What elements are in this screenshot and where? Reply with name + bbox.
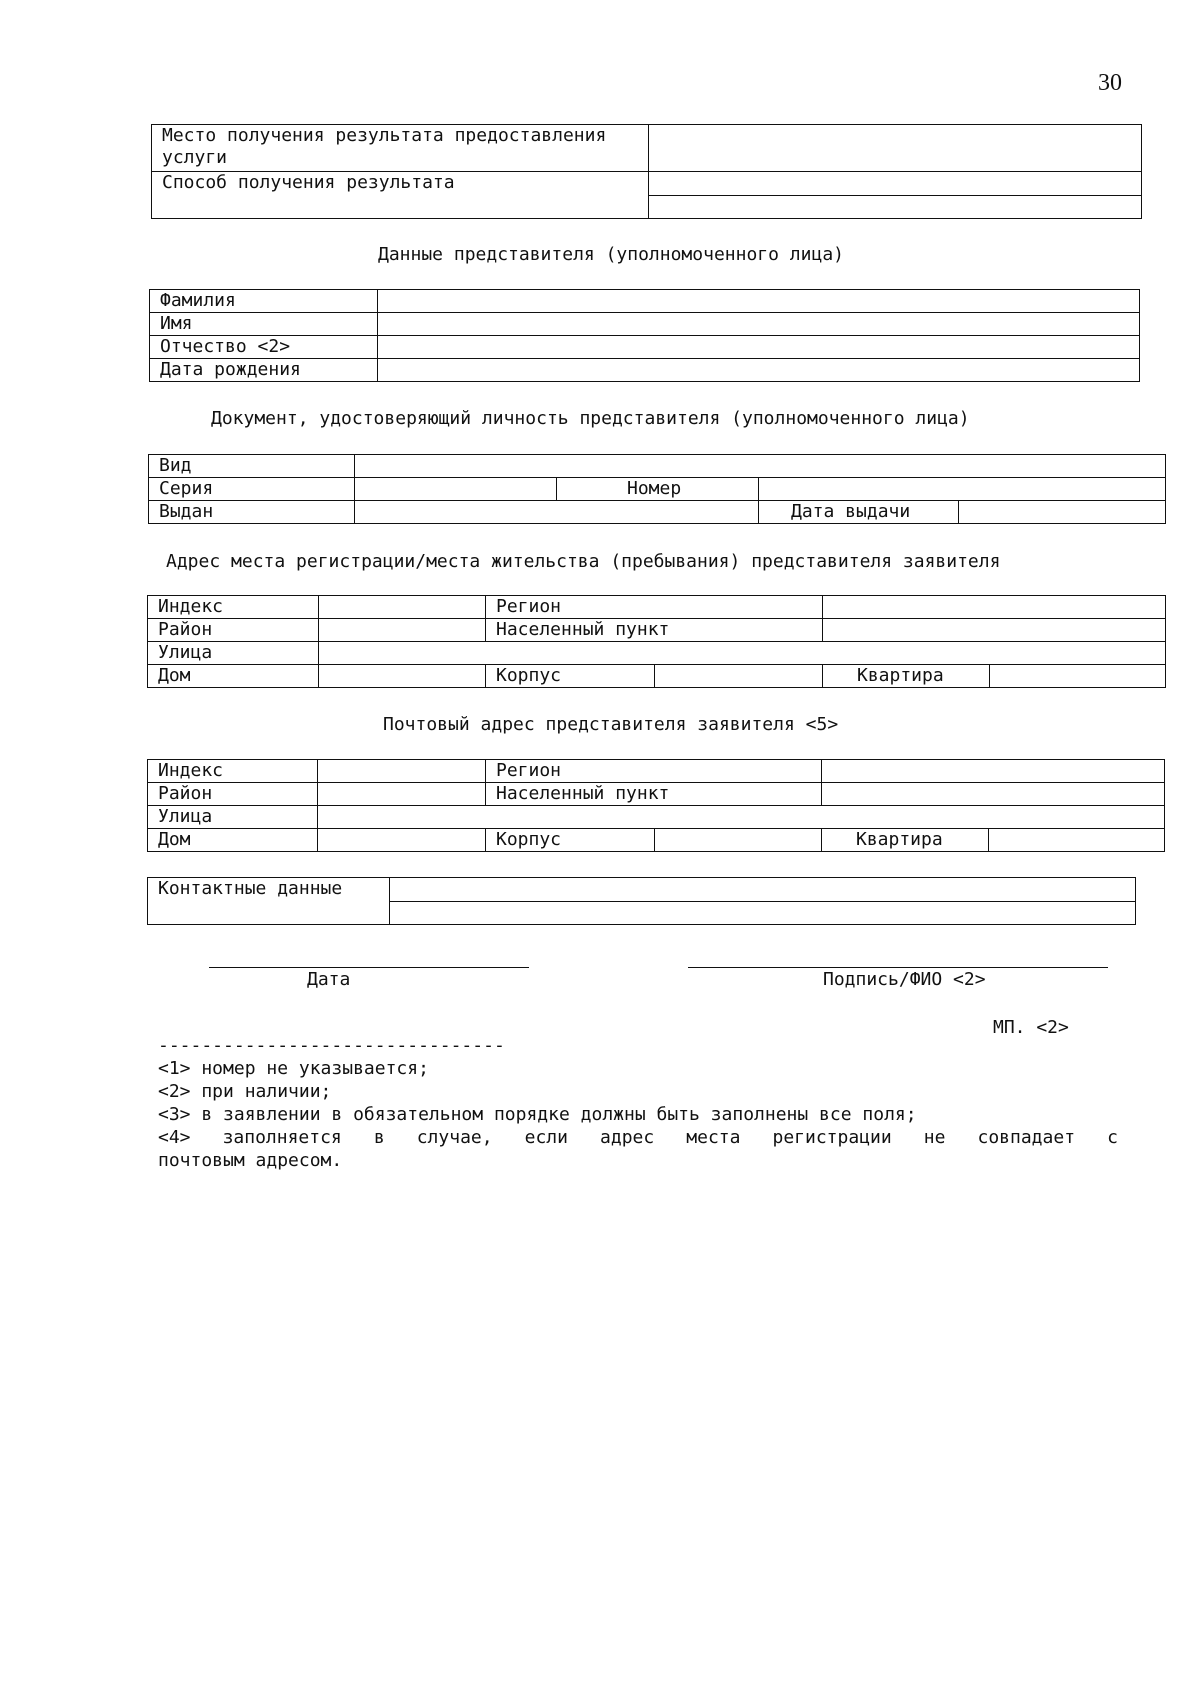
contacts-field-2[interactable] [390,901,1136,925]
reg-locality-field[interactable] [823,619,1166,642]
surname-label: Фамилия [150,290,378,313]
result-table [151,124,1142,219]
signature-label: Подпись/ФИО <2> [823,969,986,990]
postal-building-field[interactable] [655,829,822,852]
footnote-4-word: случае, [416,1127,493,1148]
reg-district-label: Район [148,619,319,642]
doc-number-label: Номер [557,478,759,501]
footnote-4-word: не [923,1127,946,1148]
footnote-4-word: адрес [600,1127,655,1148]
reg-index-label: Индекс [148,596,319,619]
contacts-field-1[interactable] [390,878,1136,902]
reg-address-heading: Адрес места регистрации/места жительства (пребывания) представителя заявителя [166,551,1001,572]
footnote-4-word: места [686,1127,741,1148]
footnote-4-word: если [524,1127,568,1148]
reg-apartment-label: Квартира [823,665,990,688]
footnote-4-word: с [1107,1127,1118,1148]
reg-street-label: Улица [148,642,319,665]
contacts-table [147,877,1136,925]
postal-index-field[interactable] [318,760,486,783]
reg-region-field[interactable] [823,596,1166,619]
postal-index-label: Индекс [148,760,318,783]
signature-line[interactable] [688,967,1108,968]
footnotes [158,1034,1118,1172]
reg-region-label: Регион [486,596,823,619]
patronymic-label: Отчество <2> [150,336,378,359]
reg-street-field[interactable] [319,642,1166,665]
reg-house-field[interactable] [319,665,486,688]
doc-type-label: Вид [149,455,355,478]
result-method-field-2[interactable] [649,195,1142,219]
doc-series-label: Серия [149,478,355,501]
birth-date-label: Дата рождения [150,359,378,382]
contacts-label: Контактные данные [148,878,390,925]
doc-type-field[interactable] [355,455,1166,478]
footnote-4-word: регистрации [772,1127,892,1148]
footnote-2: <2> при наличии; [158,1081,332,1102]
reg-district-field[interactable] [319,619,486,642]
postal-region-field[interactable] [822,760,1165,783]
doc-issue-date-field[interactable] [959,501,1166,524]
postal-house-field[interactable] [318,829,486,852]
rep-doc-table [148,454,1166,524]
result-method-label: Способ получения результата [152,172,649,219]
postal-region-label: Регион [486,760,822,783]
doc-issue-date-label: Дата выдачи [759,501,959,524]
footnote-4-word: в [373,1127,385,1148]
reg-locality-label: Населенный пункт [486,619,823,642]
doc-issued-label: Выдан [149,501,355,524]
result-place-label: Место получения результата предоставления услуги [152,125,649,172]
postal-address-heading: Почтовый адрес представителя заявителя <5> [383,714,839,735]
doc-issued-field[interactable] [355,501,759,524]
reg-building-label: Корпус [486,665,655,688]
stamp-label: МП. <2> [993,1017,1069,1038]
result-method-field-1[interactable] [649,172,1142,196]
date-line[interactable] [209,967,529,968]
postal-apartment-label: Квартира [822,829,989,852]
surname-field[interactable] [378,290,1140,313]
postal-district-field[interactable] [318,783,486,806]
reg-house-label: Дом [148,665,319,688]
rep-doc-heading: Документ, удостоверяющий личность представителя (уполномоченного лица) [211,408,970,429]
footnote-1: <1> номер не указывается; [158,1058,429,1079]
reg-index-field[interactable] [319,596,486,619]
name-label: Имя [150,313,378,336]
reg-apartment-field[interactable] [990,665,1166,688]
footnote-3: <3> в заявлении в обязательном порядке должны быть заполнены все поля; [158,1104,917,1125]
postal-street-field[interactable] [318,806,1165,829]
postal-locality-label: Населенный пункт [486,783,822,806]
reg-building-field[interactable] [655,665,823,688]
footnote-4-word: совпадает [977,1127,1076,1148]
page-number: 30 [1098,70,1122,96]
footnote-4 [158,1126,1118,1149]
footnote-4-word: <4> [158,1127,191,1148]
footnote-4-line-2: почтовым адресом. [158,1150,343,1171]
rep-data-heading: Данные представителя (уполномоченного лица) [378,244,844,265]
birth-date-field[interactable] [378,359,1140,382]
result-place-field[interactable] [649,125,1142,172]
footnote-separator: -------------------------------- [158,1035,505,1056]
postal-locality-field[interactable] [822,783,1165,806]
postal-house-label: Дом [148,829,318,852]
name-field[interactable] [378,313,1140,336]
postal-street-label: Улица [148,806,318,829]
postal-building-label: Корпус [486,829,655,852]
postal-apartment-field[interactable] [989,829,1165,852]
footnote-4-word: заполняется [222,1127,342,1148]
doc-number-field[interactable] [759,478,1166,501]
date-label: Дата [307,969,351,990]
reg-address-table [147,595,1166,688]
postal-address-table [147,759,1165,852]
patronymic-field[interactable] [378,336,1140,359]
postal-district-label: Район [148,783,318,806]
rep-data-table [149,289,1140,382]
doc-series-field[interactable] [355,478,557,501]
